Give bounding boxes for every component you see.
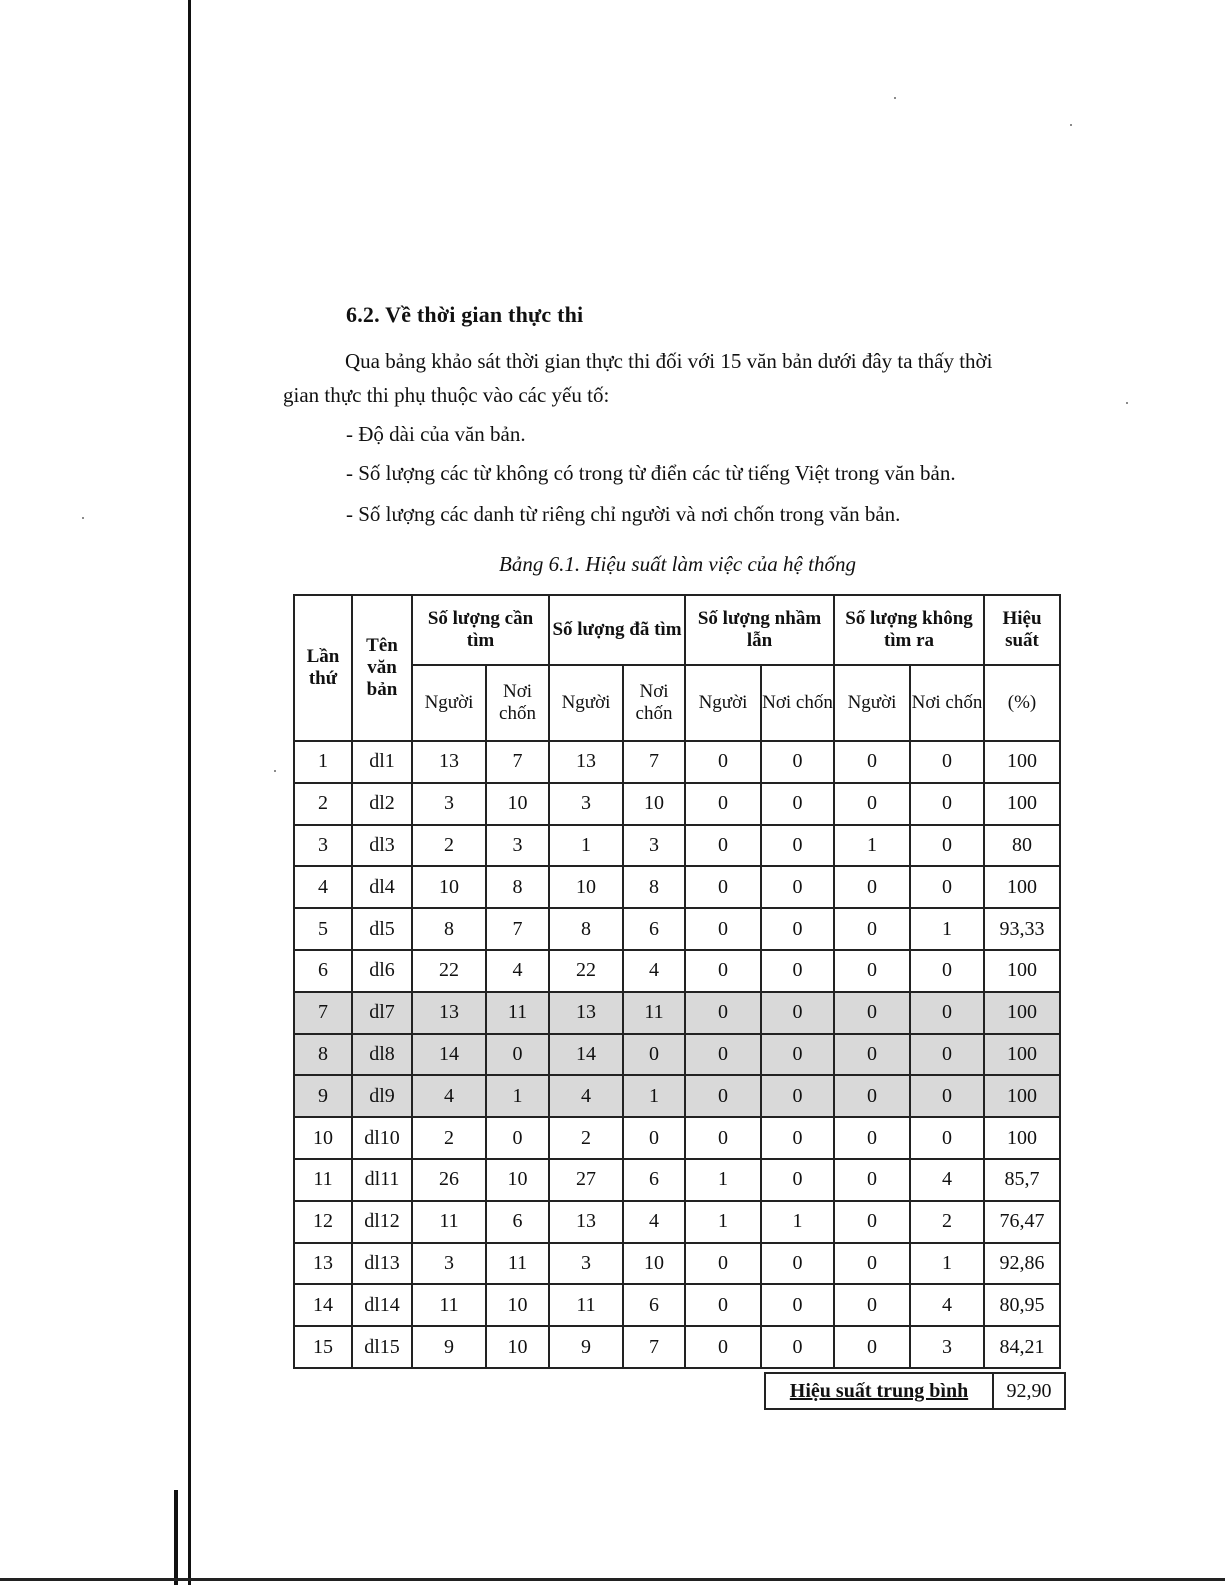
table-cell: 85,7: [984, 1159, 1060, 1201]
table-cell: 0: [761, 1284, 834, 1326]
table-row: [294, 950, 1060, 992]
table-cell: 10: [623, 783, 685, 825]
paragraph-line: Qua bảng khảo sát thời gian thực thi đối với 15 văn bản dưới đây ta thấy thời: [345, 349, 993, 373]
table-cell: 0: [834, 741, 910, 783]
table-cell: 8: [623, 866, 685, 908]
table-cell: 6: [294, 950, 352, 992]
table-cell: 0: [834, 1159, 910, 1201]
table-cell: dl9: [352, 1075, 412, 1117]
table-cell: 7: [623, 1326, 685, 1368]
table-cell: 2: [549, 1117, 623, 1159]
table-cell: 11: [486, 992, 549, 1034]
page-left-edge: [188, 0, 191, 1585]
header-group-khong-tim-ra: Số lượng không tìm ra: [834, 595, 984, 665]
header-lan-thu: Lần thứ: [294, 595, 352, 741]
subheader-place: Nơi chốn: [486, 665, 549, 741]
scan-speck: [1070, 124, 1072, 126]
table-cell: 22: [549, 950, 623, 992]
table-cell: 0: [834, 1326, 910, 1368]
table-cell: 11: [412, 1201, 486, 1243]
table-cell: 10: [486, 1159, 549, 1201]
table-cell: dl14: [352, 1284, 412, 1326]
table-cell: 100: [984, 950, 1060, 992]
table-cell: 10: [486, 1326, 549, 1368]
table-cell: 13: [412, 992, 486, 1034]
table-cell: 0: [761, 783, 834, 825]
table-cell: 93,33: [984, 908, 1060, 950]
subheader-place: Nơi chốn: [623, 665, 685, 741]
table-cell: 0: [910, 1117, 984, 1159]
average-table: [764, 1372, 1066, 1410]
header-percent: (%): [984, 665, 1060, 741]
table-cell: 9: [412, 1326, 486, 1368]
table-cell: dl11: [352, 1159, 412, 1201]
table-cell: 10: [549, 866, 623, 908]
table-cell: 0: [685, 866, 761, 908]
intro-paragraph: [283, 344, 1083, 412]
table-cell: dl15: [352, 1326, 412, 1368]
table-cell: dl12: [352, 1201, 412, 1243]
table-cell: 11: [486, 1243, 549, 1285]
table-cell: 0: [910, 825, 984, 867]
table-cell: 0: [834, 1201, 910, 1243]
table-row: [294, 741, 1060, 783]
table-cell: 0: [685, 825, 761, 867]
table-cell: dl10: [352, 1117, 412, 1159]
table-cell: 8: [294, 1034, 352, 1076]
average-label: Hiệu suất trung bình: [765, 1373, 993, 1409]
header-group-da-tim: Số lượng đã tìm: [549, 595, 685, 665]
table-cell: 3: [549, 1243, 623, 1285]
table-caption: Bảng 6.1. Hiệu suất làm việc của hệ thống: [499, 552, 856, 576]
table-cell: 100: [984, 1075, 1060, 1117]
page-bottom-edge: [0, 1578, 1225, 1581]
table-cell: 0: [834, 1117, 910, 1159]
table-cell: 0: [623, 1034, 685, 1076]
table-cell: 14: [412, 1034, 486, 1076]
table-row: [294, 1326, 1060, 1368]
table-cell: 0: [685, 1034, 761, 1076]
table-cell: 0: [834, 1034, 910, 1076]
table-cell: 0: [685, 1326, 761, 1368]
table-cell: 9: [549, 1326, 623, 1368]
table-cell: 3: [623, 825, 685, 867]
table-cell: 0: [834, 1075, 910, 1117]
table-row: [294, 1075, 1060, 1117]
table-cell: 0: [910, 1034, 984, 1076]
table-cell: 0: [834, 908, 910, 950]
table-row: [294, 1284, 1060, 1326]
table-cell: 3: [549, 783, 623, 825]
table-row: [294, 992, 1060, 1034]
table-cell: 0: [834, 1243, 910, 1285]
table-cell: 3: [294, 825, 352, 867]
section-heading: 6.2. Về thời gian thực thi: [346, 302, 584, 327]
table-cell: 100: [984, 741, 1060, 783]
table-cell: 0: [834, 866, 910, 908]
table-cell: 0: [761, 1159, 834, 1201]
table-cell: 13: [294, 1243, 352, 1285]
table-cell: 1: [761, 1201, 834, 1243]
table-cell: 3: [486, 825, 549, 867]
table-cell: 26: [412, 1159, 486, 1201]
table-cell: 13: [549, 741, 623, 783]
table-cell: 100: [984, 1034, 1060, 1076]
table-cell: 6: [623, 908, 685, 950]
scan-speck: [894, 97, 896, 99]
table-cell: 4: [486, 950, 549, 992]
bullet-item: - Độ dài của văn bản.: [346, 422, 526, 446]
table-cell: dl13: [352, 1243, 412, 1285]
table-cell: 8: [549, 908, 623, 950]
table-cell: 7: [294, 992, 352, 1034]
table-cell: 0: [685, 908, 761, 950]
subheader-person: Người: [685, 665, 761, 741]
table-cell: 11: [623, 992, 685, 1034]
table-row: [294, 908, 1060, 950]
table-cell: 0: [761, 1243, 834, 1285]
table-cell: 11: [412, 1284, 486, 1326]
table-cell: 6: [623, 1159, 685, 1201]
table-cell: 76,47: [984, 1201, 1060, 1243]
table-cell: 0: [486, 1117, 549, 1159]
table-row: [294, 866, 1060, 908]
table-cell: dl1: [352, 741, 412, 783]
table-cell: 0: [910, 741, 984, 783]
table-cell: 2: [294, 783, 352, 825]
table-cell: 13: [549, 1201, 623, 1243]
subheader-person: Người: [412, 665, 486, 741]
table-cell: 13: [412, 741, 486, 783]
table-cell: 1: [834, 825, 910, 867]
table-cell: 92,86: [984, 1243, 1060, 1285]
table-cell: 1: [294, 741, 352, 783]
table-cell: dl5: [352, 908, 412, 950]
table-cell: 4: [910, 1284, 984, 1326]
table-cell: dl6: [352, 950, 412, 992]
table-cell: 7: [486, 741, 549, 783]
table-cell: 5: [294, 908, 352, 950]
table-cell: 10: [412, 866, 486, 908]
table-cell: 100: [984, 783, 1060, 825]
table-cell: 0: [834, 950, 910, 992]
table-cell: 1: [486, 1075, 549, 1117]
table-cell: 0: [834, 992, 910, 1034]
table-cell: 1: [910, 1243, 984, 1285]
table-row: [294, 1159, 1060, 1201]
performance-table: [293, 594, 1061, 1369]
table-cell: 0: [761, 992, 834, 1034]
table-cell: 0: [761, 908, 834, 950]
table-cell: 1: [685, 1159, 761, 1201]
table-cell: 0: [685, 1284, 761, 1326]
page-bottom-left-mark: [174, 1490, 178, 1585]
table-cell: 0: [910, 992, 984, 1034]
table-row: [294, 783, 1060, 825]
table-cell: 84,21: [984, 1326, 1060, 1368]
table-cell: 0: [685, 992, 761, 1034]
table-cell: 0: [761, 741, 834, 783]
table-cell: 9: [294, 1075, 352, 1117]
table-cell: 100: [984, 866, 1060, 908]
table-cell: 0: [910, 950, 984, 992]
scan-speck: [82, 517, 84, 519]
table-cell: 0: [910, 783, 984, 825]
table-cell: 0: [761, 866, 834, 908]
table-cell: 4: [412, 1075, 486, 1117]
table-cell: 22: [412, 950, 486, 992]
table-cell: dl3: [352, 825, 412, 867]
table-cell: dl2: [352, 783, 412, 825]
table-cell: 0: [685, 1243, 761, 1285]
table-cell: 0: [685, 741, 761, 783]
header-ten-van-ban: Tên văn bản: [352, 595, 412, 741]
table-cell: 7: [486, 908, 549, 950]
table-cell: 1: [549, 825, 623, 867]
bullet-item: - Số lượng các danh từ riêng chỉ người và nơi chốn trong văn bản.: [346, 502, 901, 526]
table-cell: 8: [412, 908, 486, 950]
table-cell: 10: [623, 1243, 685, 1285]
table-cell: 0: [685, 1075, 761, 1117]
table-cell: 10: [486, 1284, 549, 1326]
table-cell: 100: [984, 992, 1060, 1034]
table-cell: 0: [761, 1326, 834, 1368]
table-cell: 4: [294, 866, 352, 908]
table-cell: 0: [910, 866, 984, 908]
table-row: [294, 1201, 1060, 1243]
subheader-person: Người: [834, 665, 910, 741]
table-cell: 2: [910, 1201, 984, 1243]
table-cell: 11: [549, 1284, 623, 1326]
table-cell: 0: [486, 1034, 549, 1076]
table-cell: 10: [294, 1117, 352, 1159]
table-cell: 3: [910, 1326, 984, 1368]
paragraph-line: gian thực thi phụ thuộc vào các yếu tố:: [283, 383, 610, 407]
table-cell: 80: [984, 825, 1060, 867]
table-cell: 2: [412, 1117, 486, 1159]
subheader-place: Nơi chốn: [761, 665, 834, 741]
table-cell: dl4: [352, 866, 412, 908]
table-cell: 0: [761, 1117, 834, 1159]
table-cell: 13: [549, 992, 623, 1034]
table-cell: 0: [685, 1117, 761, 1159]
table-cell: 0: [761, 1034, 834, 1076]
table-row: [294, 1117, 1060, 1159]
table-cell: 0: [685, 783, 761, 825]
table-cell: 15: [294, 1326, 352, 1368]
table-cell: 0: [834, 1284, 910, 1326]
table-cell: 0: [834, 783, 910, 825]
table-cell: 27: [549, 1159, 623, 1201]
table-cell: 4: [623, 950, 685, 992]
table-cell: 4: [623, 1201, 685, 1243]
table-cell: 4: [910, 1159, 984, 1201]
table-cell: 0: [761, 825, 834, 867]
table-cell: 6: [623, 1284, 685, 1326]
scan-speck: [274, 770, 276, 772]
table-cell: 8: [486, 866, 549, 908]
table-cell: 100: [984, 1117, 1060, 1159]
table-cell: 1: [910, 908, 984, 950]
bullet-item: - Số lượng các từ không có trong từ điển các từ tiếng Việt trong văn bản.: [346, 461, 956, 485]
table-cell: 0: [685, 950, 761, 992]
table-row: [294, 825, 1060, 867]
table-cell: 7: [623, 741, 685, 783]
table-cell: 3: [412, 1243, 486, 1285]
table-cell: 0: [761, 1075, 834, 1117]
subheader-place: Nơi chốn: [910, 665, 984, 741]
table-cell: 80,95: [984, 1284, 1060, 1326]
table-cell: 1: [685, 1201, 761, 1243]
table-cell: 11: [294, 1159, 352, 1201]
table-cell: 12: [294, 1201, 352, 1243]
table-cell: 3: [412, 783, 486, 825]
table-cell: 6: [486, 1201, 549, 1243]
table-cell: dl8: [352, 1034, 412, 1076]
table-cell: 0: [761, 950, 834, 992]
header-group-can-tim: Số lượng cần tìm: [412, 595, 549, 665]
table-row: [294, 1243, 1060, 1285]
table-cell: 0: [623, 1117, 685, 1159]
table-cell: 14: [549, 1034, 623, 1076]
subheader-person: Người: [549, 665, 623, 741]
average-value: 92,90: [993, 1373, 1065, 1409]
table-row: [294, 1034, 1060, 1076]
header-hieu-suat: Hiệu suất: [984, 595, 1060, 665]
table-cell: 10: [486, 783, 549, 825]
header-group-nham-lan: Số lượng nhầm lẫn: [685, 595, 834, 665]
table-cell: 14: [294, 1284, 352, 1326]
table-cell: 4: [549, 1075, 623, 1117]
table-cell: 2: [412, 825, 486, 867]
table-cell: 1: [623, 1075, 685, 1117]
scan-speck: [1126, 402, 1128, 404]
table-cell: 0: [910, 1075, 984, 1117]
table-cell: dl7: [352, 992, 412, 1034]
table-body: [294, 741, 1060, 1368]
